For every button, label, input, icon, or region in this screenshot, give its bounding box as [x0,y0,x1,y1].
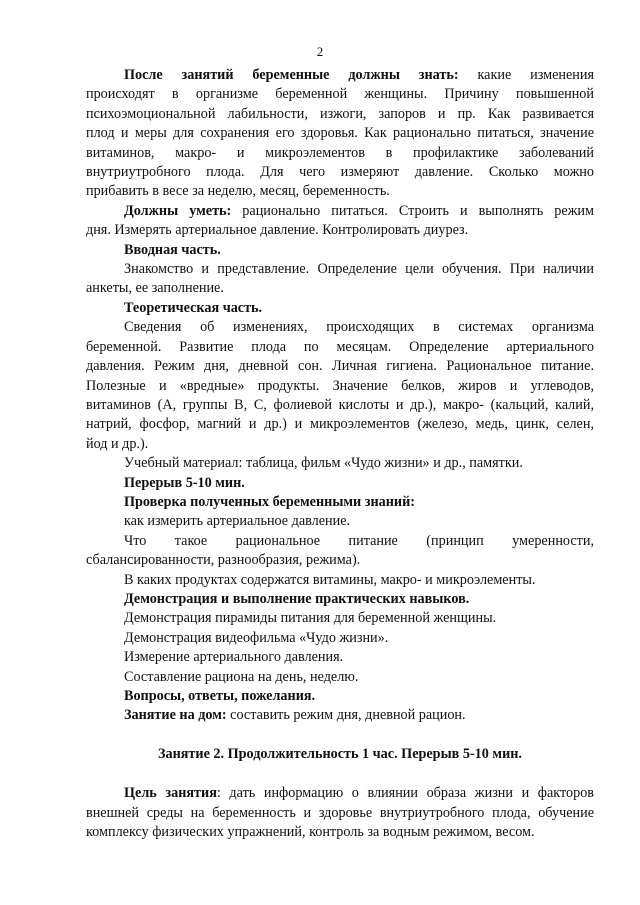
section-heading: Вопросы, ответы, пожелания. [124,688,316,704]
paragraph-line: Занятие на дом: составить режим дня, дневной рацион. [124,707,466,724]
paragraph-line: Знакомство и представление. Определение цели обучения. При наличии [124,261,594,278]
paragraph-line: происходят в организме беременной женщины. Причину повышенной [86,86,594,103]
document-body [86,66,594,842]
section-heading: Перерыв 5-10 мин. [124,474,245,491]
paragraph-line: натрий, фосфор, магний и др.) и микроэлементов (железо, медь, цинк, селен, [86,416,594,433]
paragraph-line: Сведения об изменениях, происходящих в системах организма [124,319,594,336]
bold-lead: Цель занятия [124,785,217,802]
lesson-heading: Занятие 2. Продолжительность 1 час. Перерыв 5-10 мин. [158,745,522,762]
paragraph-line: дня. Измерять артериальное давление. Контролировать диурез. [86,222,469,239]
paragraph-line: витаминов, макро- и микроэлементов в профилактике заболеваний [86,144,594,161]
paragraph-line: йод и др.). [86,435,149,452]
paragraph-line: Демонстрация пирамиды питания для беременной женщины. [124,610,497,627]
bold-lead: После занятий беременные должны знать: [124,67,459,83]
paragraph-line: беременной. Развитие плода по месяцам. Определение артериального [86,338,594,355]
paragraph-line: Полезные и «вредные» продукты. Значение белков, жиров и углеводов, [86,377,594,394]
paragraph-line: Измерение артериального давления. [124,649,344,666]
paragraph-line: Что такое рациональное питание (принцип умеренности, [124,532,594,549]
paragraph-line: Цель занятия: дать информацию о влиянии образа жизни и факторов [124,785,594,802]
section-heading: Вводная часть. [124,241,221,258]
paragraph-line: анкеты, ее заполнение. [86,280,224,297]
bold-lead: Занятие на дом: [124,707,227,724]
paragraph-line: Учебный материал: таблица, фильм «Чудо жизни» и др., памятки. [124,455,523,472]
paragraph-line: плод и меры для сохранения его здоровья. Как рационально питаться, значение [86,125,594,142]
section-heading: Теоретическая часть. [124,299,263,316]
paragraph-line: прибавить в весе за неделю, месяц, беременность. [86,183,390,200]
paragraph-line: давления. Режим дня, дневной сон. Личная гигиена. Рациональное питание. [86,358,594,375]
paragraph-line: комплексу физических упражнений, контроль за водным режимом, весом. [86,824,535,841]
paragraph-line: витаминов (А, группы В, С, фолиевой кислоты и др.), макро- (кальций, калий, [86,396,594,413]
paragraph-line: как измерить артериальное давление. [124,513,351,530]
paragraph-line: внешней среды на беременность и здоровье внутриутробного плода, обучение [86,804,594,821]
paragraph-line: внутриутробного плода. Для чего измеряют давление. Сколько можно [86,164,594,181]
paragraph-line: Составление рациона на день, неделю. [124,668,359,685]
section-heading: Проверка полученных беременными знаний: [124,493,415,510]
paragraph-line: Должны уметь: рационально питаться. Строить и выполнять режим [124,202,594,219]
paragraph-line: Демонстрация видеофильма «Чудо жизни». [124,629,389,646]
section-heading: Демонстрация и выполнение практических навыков. [124,590,470,607]
paragraph-line: сбалансированности, разнообразия, режима). [86,552,361,569]
paragraph-line: В каких продуктах содержатся витамины, макро- и микроэлементы. [124,571,536,588]
paragraph-line: психоэмоциональной лабильности, изжоги, запоров и пр. Как развивается [86,105,594,122]
page-number: 2 [316,44,324,59]
bold-lead: Должны уметь: [124,202,232,219]
paragraph-line: После занятий беременные должны знать: какие изменения [124,67,594,83]
